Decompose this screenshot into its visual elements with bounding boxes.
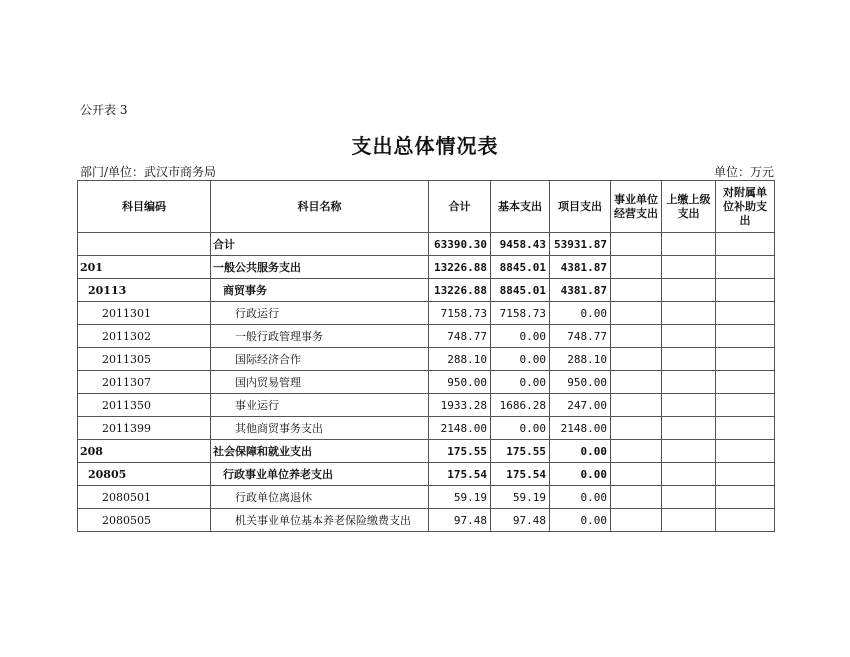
cell-name: 合计 xyxy=(211,233,429,256)
cell-subsidy xyxy=(716,486,775,509)
cell-code: 20805 xyxy=(78,463,211,486)
cell-name: 机关事业单位基本养老保险缴费支出 xyxy=(211,509,429,532)
column-header: 合计 xyxy=(429,181,491,233)
cell-basic: 0.00 xyxy=(491,325,550,348)
cell-project: 0.00 xyxy=(550,440,611,463)
cell-upper xyxy=(662,509,716,532)
column-header: 对附属单位补助支出 xyxy=(716,181,775,233)
cell-total: 97.48 xyxy=(429,509,491,532)
table-row xyxy=(78,256,775,279)
cell-project: 4381.87 xyxy=(550,256,611,279)
cell-project: 247.00 xyxy=(550,394,611,417)
cell-code: 2011302 xyxy=(78,325,211,348)
cell-upper xyxy=(662,440,716,463)
cell-basic: 8845.01 xyxy=(491,256,550,279)
cell-project: 748.77 xyxy=(550,325,611,348)
cell-code: 2011399 xyxy=(78,417,211,440)
table-row xyxy=(78,233,775,256)
cell-basic: 59.19 xyxy=(491,486,550,509)
table-row xyxy=(78,302,775,325)
cell-subsidy xyxy=(716,256,775,279)
cell-name: 商贸事务 xyxy=(211,279,429,302)
column-header: 科目名称 xyxy=(211,181,429,233)
cell-total: 59.19 xyxy=(429,486,491,509)
table-number-tag: 公开表 3 xyxy=(80,103,128,117)
cell-basic: 8845.01 xyxy=(491,279,550,302)
department-label: 部门/单位：武汉市商务局 xyxy=(80,165,217,179)
cell-project: 4381.87 xyxy=(550,279,611,302)
cell-name: 社会保障和就业支出 xyxy=(211,440,429,463)
table-row xyxy=(78,371,775,394)
cell-name: 国内贸易管理 xyxy=(211,371,429,394)
cell-enterprise xyxy=(611,394,662,417)
column-header: 基本支出 xyxy=(491,181,550,233)
cell-project: 0.00 xyxy=(550,509,611,532)
cell-enterprise xyxy=(611,256,662,279)
cell-total: 2148.00 xyxy=(429,417,491,440)
table-row xyxy=(78,463,775,486)
cell-code: 2011350 xyxy=(78,394,211,417)
cell-upper xyxy=(662,279,716,302)
cell-enterprise xyxy=(611,279,662,302)
cell-name: 行政运行 xyxy=(211,302,429,325)
cell-upper xyxy=(662,486,716,509)
cell-name: 行政事业单位养老支出 xyxy=(211,463,429,486)
cell-basic: 7158.73 xyxy=(491,302,550,325)
cell-project: 2148.00 xyxy=(550,417,611,440)
cell-name: 事业运行 xyxy=(211,394,429,417)
cell-subsidy xyxy=(716,279,775,302)
cell-basic: 0.00 xyxy=(491,417,550,440)
cell-project: 950.00 xyxy=(550,371,611,394)
expenditure-table xyxy=(77,180,775,532)
table-row xyxy=(78,509,775,532)
cell-enterprise xyxy=(611,233,662,256)
cell-total: 7158.73 xyxy=(429,302,491,325)
cell-code xyxy=(78,233,211,256)
cell-subsidy xyxy=(716,348,775,371)
table-row xyxy=(78,440,775,463)
cell-subsidy xyxy=(716,463,775,486)
cell-project: 0.00 xyxy=(550,302,611,325)
cell-name: 其他商贸事务支出 xyxy=(211,417,429,440)
cell-enterprise xyxy=(611,509,662,532)
cell-upper xyxy=(662,256,716,279)
cell-enterprise xyxy=(611,348,662,371)
cell-subsidy xyxy=(716,325,775,348)
cell-subsidy xyxy=(716,509,775,532)
cell-enterprise xyxy=(611,486,662,509)
cell-name: 一般行政管理事务 xyxy=(211,325,429,348)
cell-enterprise xyxy=(611,440,662,463)
cell-enterprise xyxy=(611,463,662,486)
table-row xyxy=(78,486,775,509)
cell-basic: 97.48 xyxy=(491,509,550,532)
page-title: 支出总体情况表 xyxy=(351,134,499,158)
cell-code: 2080505 xyxy=(78,509,211,532)
column-header: 上缴上级支出 xyxy=(662,181,716,233)
cell-basic: 1686.28 xyxy=(491,394,550,417)
cell-total: 13226.88 xyxy=(429,256,491,279)
cell-basic: 0.00 xyxy=(491,371,550,394)
cell-code: 208 xyxy=(78,440,211,463)
cell-total: 288.10 xyxy=(429,348,491,371)
cell-upper xyxy=(662,348,716,371)
cell-total: 748.77 xyxy=(429,325,491,348)
cell-enterprise xyxy=(611,325,662,348)
table-row xyxy=(78,417,775,440)
cell-name: 一般公共服务支出 xyxy=(211,256,429,279)
cell-upper xyxy=(662,371,716,394)
cell-subsidy xyxy=(716,440,775,463)
cell-enterprise xyxy=(611,417,662,440)
cell-code: 201 xyxy=(78,256,211,279)
cell-code: 2011307 xyxy=(78,371,211,394)
cell-enterprise xyxy=(611,302,662,325)
cell-subsidy xyxy=(716,417,775,440)
cell-upper xyxy=(662,463,716,486)
cell-project: 53931.87 xyxy=(550,233,611,256)
cell-code: 2011301 xyxy=(78,302,211,325)
cell-basic: 175.54 xyxy=(491,463,550,486)
cell-total: 1933.28 xyxy=(429,394,491,417)
table-row xyxy=(78,348,775,371)
cell-basic: 175.55 xyxy=(491,440,550,463)
unit-label: 单位：万元 xyxy=(713,165,774,179)
cell-upper xyxy=(662,417,716,440)
cell-upper xyxy=(662,233,716,256)
cell-subsidy xyxy=(716,233,775,256)
cell-name: 国际经济合作 xyxy=(211,348,429,371)
column-header: 项目支出 xyxy=(550,181,611,233)
table-row xyxy=(78,279,775,302)
cell-name: 行政单位离退休 xyxy=(211,486,429,509)
cell-total: 950.00 xyxy=(429,371,491,394)
cell-total: 175.55 xyxy=(429,440,491,463)
cell-code: 2080501 xyxy=(78,486,211,509)
table-header-row xyxy=(78,181,775,233)
cell-upper xyxy=(662,325,716,348)
cell-subsidy xyxy=(716,371,775,394)
table-body xyxy=(78,233,775,532)
table-row xyxy=(78,325,775,348)
cell-subsidy xyxy=(716,302,775,325)
cell-project: 0.00 xyxy=(550,486,611,509)
cell-total: 175.54 xyxy=(429,463,491,486)
cell-basic: 0.00 xyxy=(491,348,550,371)
cell-enterprise xyxy=(611,371,662,394)
cell-upper xyxy=(662,394,716,417)
column-header: 事业单位经营支出 xyxy=(611,181,662,233)
cell-code: 20113 xyxy=(78,279,211,302)
cell-upper xyxy=(662,302,716,325)
cell-subsidy xyxy=(716,394,775,417)
column-header: 科目编码 xyxy=(78,181,211,233)
cell-basic: 9458.43 xyxy=(491,233,550,256)
table-row xyxy=(78,394,775,417)
cell-total: 13226.88 xyxy=(429,279,491,302)
cell-project: 288.10 xyxy=(550,348,611,371)
cell-project: 0.00 xyxy=(550,463,611,486)
cell-total: 63390.30 xyxy=(429,233,491,256)
cell-code: 2011305 xyxy=(78,348,211,371)
